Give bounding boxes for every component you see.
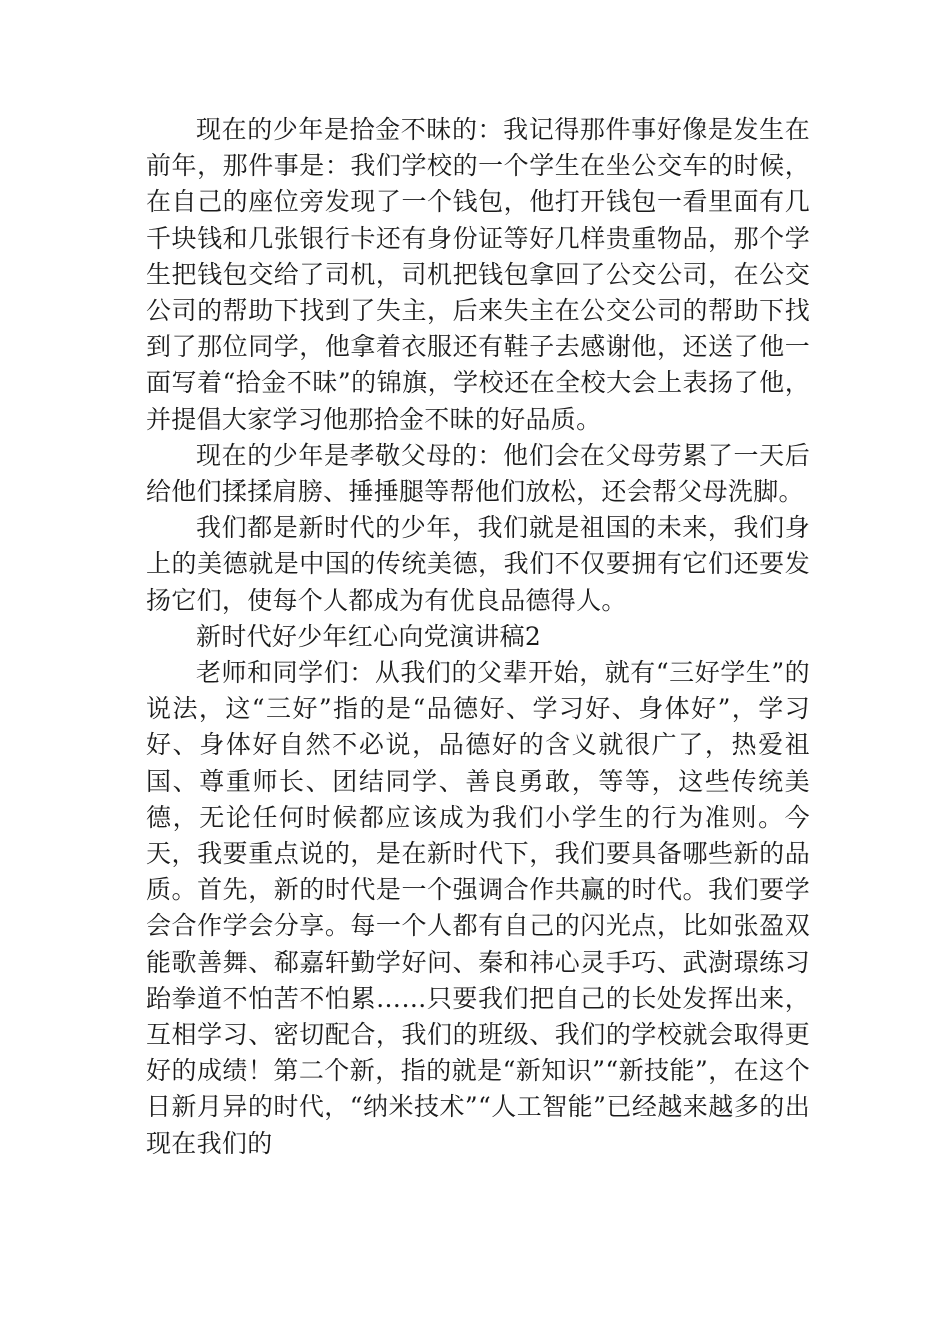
paragraph-new-era-youth: 我们都是新时代的少年，我们就是祖国的未来，我们身上的美德就是中国的传统美德，我们不仅要拥有它们还要发扬它们，使每个人都成为有优良品德得人。 xyxy=(146,513,810,615)
document-body xyxy=(146,112,810,1162)
paragraph-honesty: 现在的少年是拾金不昧的：我记得那件事好像是发生在前年，那件事是：我们学校的一个学生在坐公交车的时候，在自己的座位旁发现了一个钱包，他打开钱包一看里面有几千块钱和几张银行卡还有身份证等好几样贵重物品，那个学生把钱包交给了司机，司机把钱包拿回了公交公司，在公交公司的帮助下找到了失主，后来失主在公交公司的帮助下找到了那位同学，他拿着衣服还有鞋子去感谢他，还送了他一面写着“拾金不昧”的锦旗，学校还在全校大会上表扬了他，并提倡大家学习他那拾金不昧的好品质。 xyxy=(146,115,810,434)
paragraph-filial-piety: 现在的少年是孝敬父母的：他们会在父母劳累了一天后给他们揉揉肩膀、捶捶腿等帮他们放松，还会帮父母洗脚。 xyxy=(146,440,810,507)
paragraph-speech-body: 老师和同学们：从我们的父辈开始，就有“三好学生”的说法，这“三好”指的是“品德好、学习好、身体好”，学习好、身体好自然不必说，品德好的含义就很广了，热爱祖国、尊重师长、团结同学、善良勇敢，等等，这些传统美德，无论任何时候都应该成为我们小学生的行为准则。今天，我要重点说的，是在新时代下，我们要具备哪些新的品质。首先，新的时代是一个强调合作共赢的时代。我们要学会合作学会分享。每一个人都有自己的闪光点，比如张盈双能歌善舞、郗嘉轩勤学好问、秦和祎心灵手巧、武澍璟练习跆拳道不怕苦不怕累……只要我们把自己的长处发挥出来，互相学习、密切配合，我们的班级、我们的学校就会取得更好的成绩！第二个新，指的就是“新知识”“新技能”，在这个日新月异的时代，“纳米技术”“人工智能”已经越来越多的出现在我们的 xyxy=(146,658,810,1158)
section-title: 新时代好少年红心向党演讲稿2 xyxy=(196,621,542,651)
